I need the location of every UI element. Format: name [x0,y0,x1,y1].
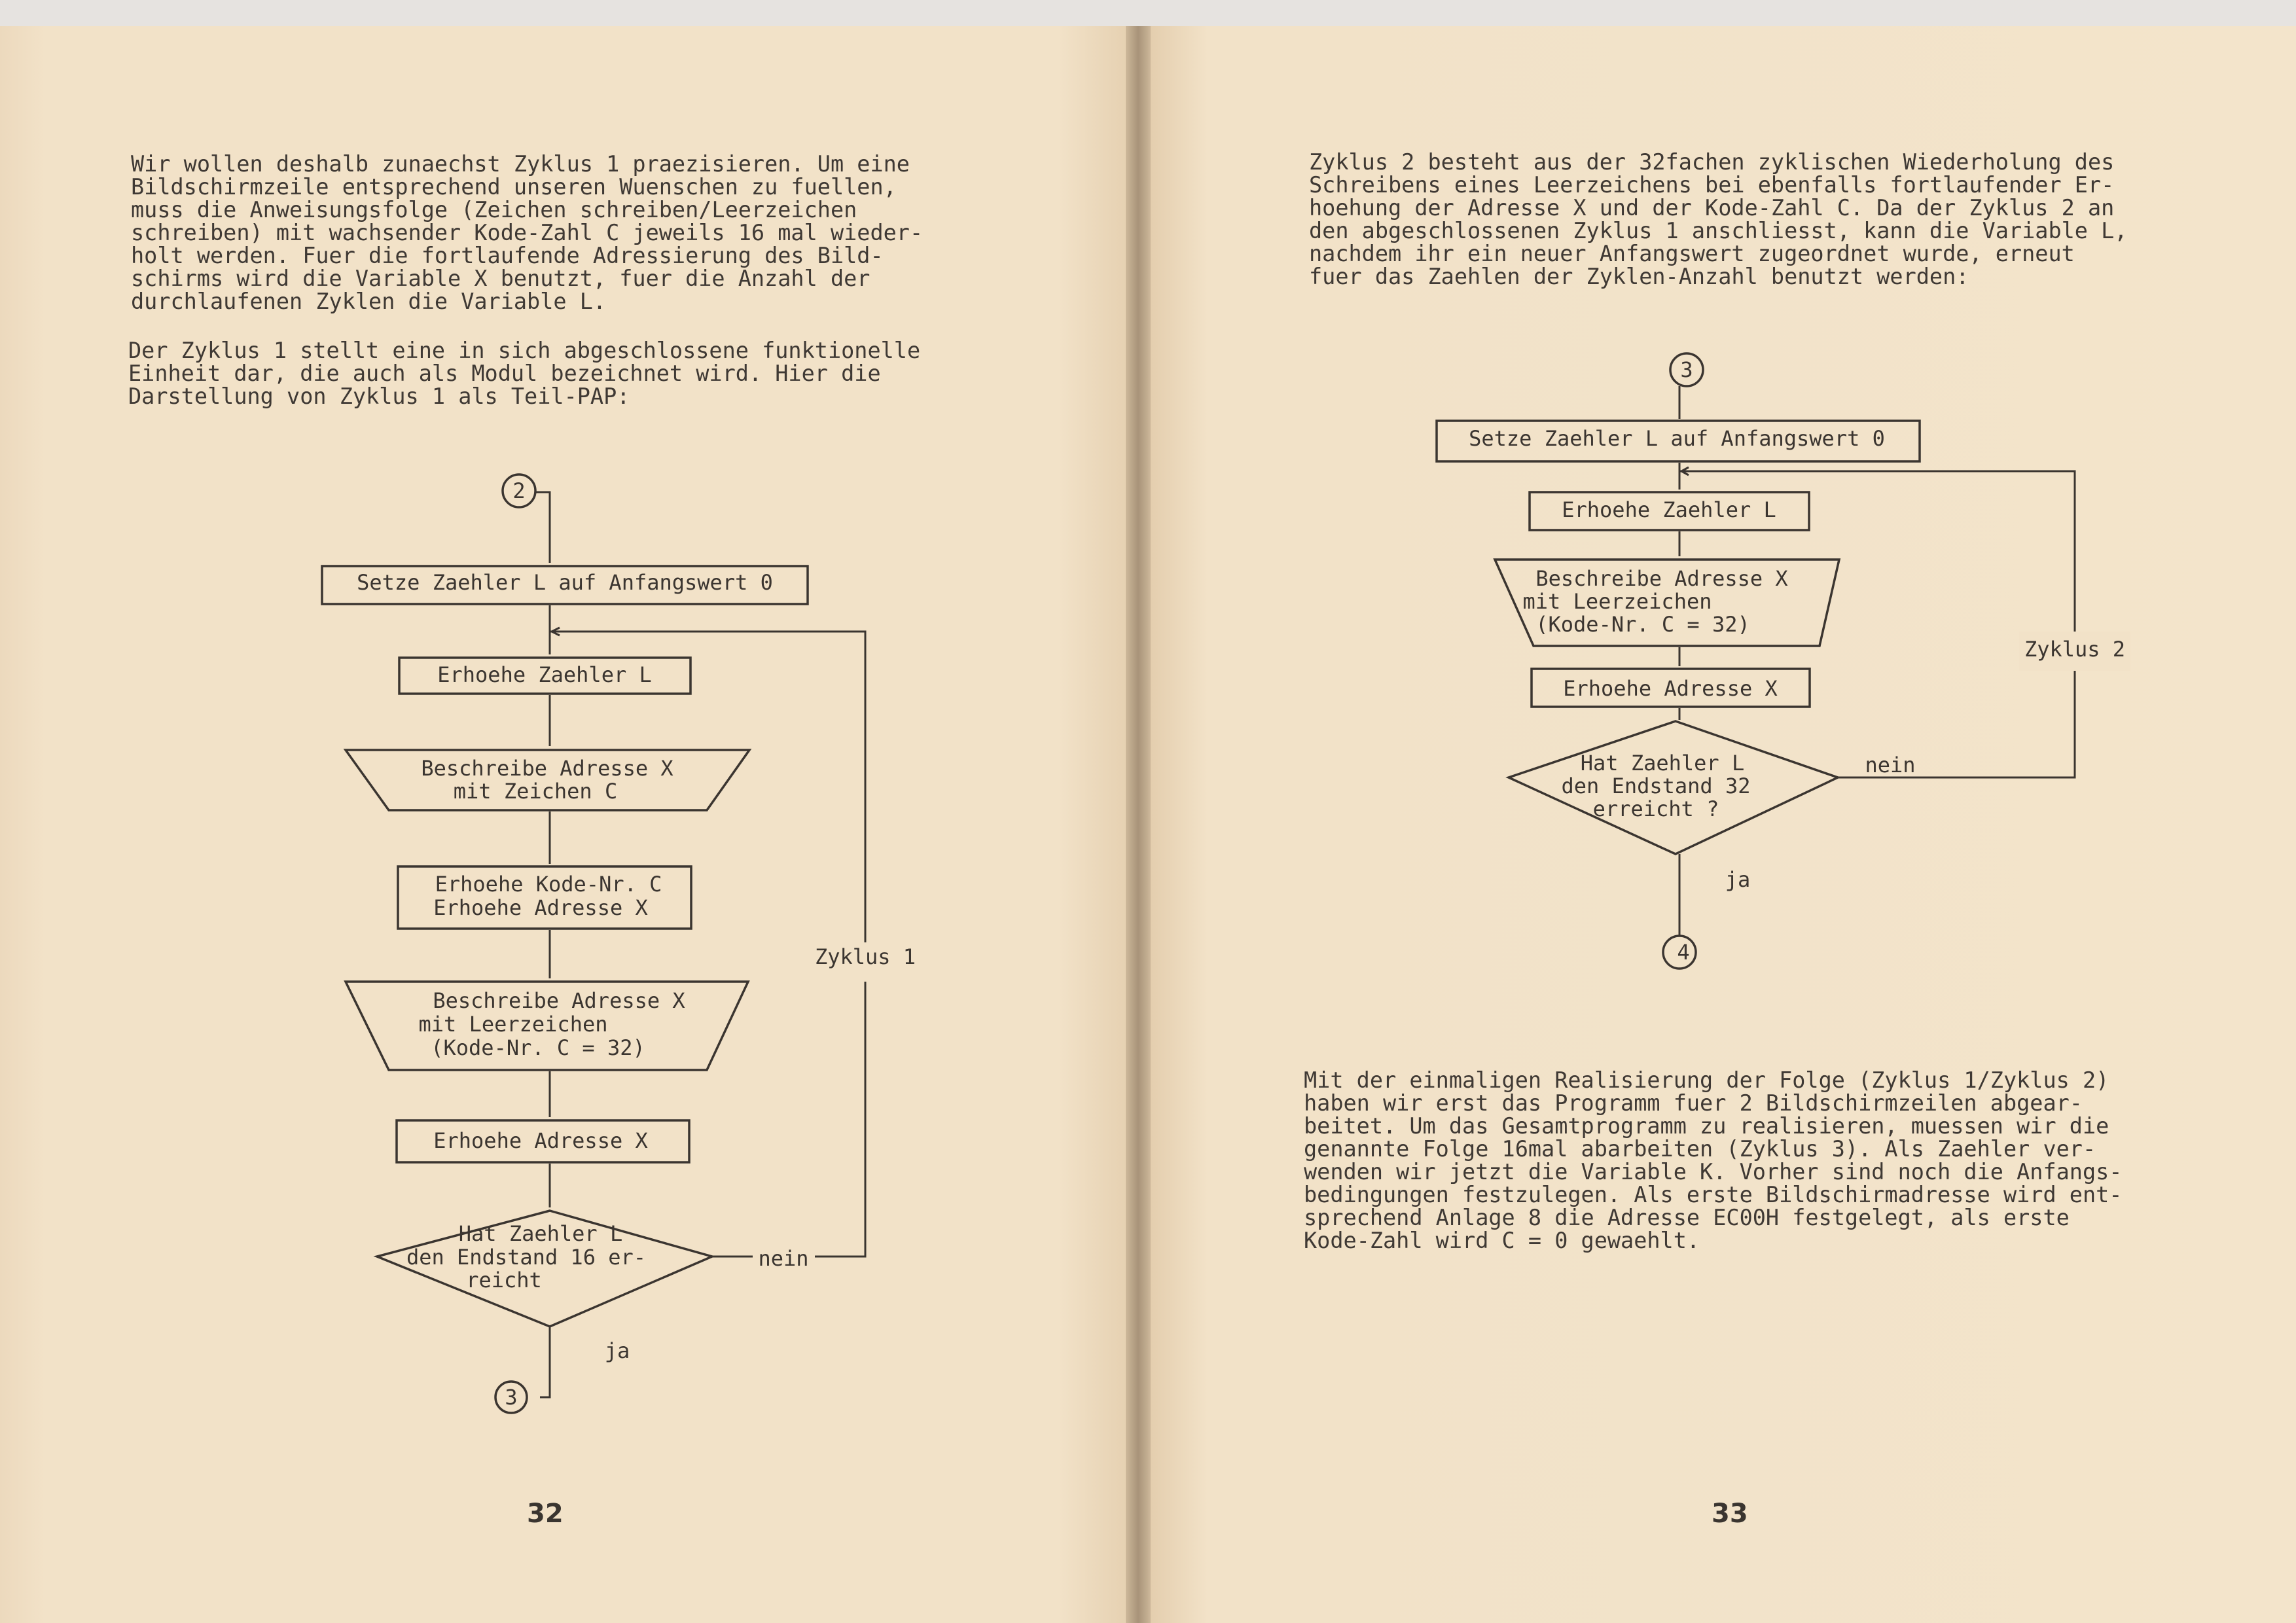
text-line: holt werden. Fuer die fortlaufende Adressierung des Bild- [131,243,884,268]
svg-text:(Kode-Nr. C = 32): (Kode-Nr. C = 32) [431,1035,645,1060]
text-line: Schreibens eines Leerzeichens bei ebenfalls fortlaufender Er- [1309,172,2115,198]
svg-text:3: 3 [505,1385,518,1410]
write-space-box [1495,560,1839,646]
svg-text:Erhoehe Zaehler L: Erhoehe Zaehler L [437,662,652,687]
decision-diamond [1509,721,1838,854]
svg-text:mit Leerzeichen: mit Leerzeichen [1522,589,1712,614]
yes-label: ja [604,1338,630,1363]
text-line: Einheit dar, die auch als Modul bezeichnet wird. Hier die [128,361,881,386]
text-line: schirms wird die Variable X benutzt, fuer die Anzahl der [131,266,870,291]
text-line: hoehung der Adresse X und der Kode-Zahl C. Da der Zyklus 2 an [1309,195,2115,221]
svg-text:Setze Zaehler L auf Anfangswer: Setze Zaehler L auf Anfangswert 0 [1469,426,1885,451]
increment-address-box [1532,669,1810,707]
svg-text:4: 4 [1677,940,1690,965]
text-line: durchlaufenen Zyklen die Variable L. [131,289,607,314]
text-line: beitet. Um das Gesamtprogramm zu realisieren, muessen wir die [1304,1113,2109,1139]
no-label: nein [758,1246,809,1271]
text-line: genannte Folge 16mal abarbeiten (Zyklus 3). Als Zaehler ver- [1304,1136,2096,1162]
text-line: muss die Anweisungsfolge (Zeichen schreiben/Leerzeichen [131,197,857,223]
svg-text:mit Zeichen C: mit Zeichen C [453,779,618,804]
text-line: haben wir erst das Programm fuer 2 Bildschirmzeilen abgear- [1304,1090,2083,1116]
svg-text:Erhoehe Zaehler L: Erhoehe Zaehler L [1562,497,1776,522]
text-line: Kode-Zahl wird C = 0 gewaehlt. [1304,1228,1700,1253]
loop-label: Zyklus 1 [814,944,916,969]
increment-counter-box [1530,492,1809,530]
svg-text:Beschreibe Adresse X: Beschreibe Adresse X [433,988,685,1013]
text-line: den abgeschlossenen Zyklus 1 anschliesst, kann die Variable L, [1309,218,2128,243]
svg-text:Beschreibe Adresse X: Beschreibe Adresse X [1535,566,1788,591]
text-line: Bildschirmzeile entsprechend unseren Wuenschen zu fuellen, [131,174,897,200]
exit-connector [1663,936,1696,969]
svg-text:Beschreibe Adresse X: Beschreibe Adresse X [421,756,673,781]
page-number: 32 [527,1499,564,1529]
text-line: schreiben) mit wachsender Kode-Zahl C jeweils 16 mal wieder- [131,220,924,245]
svg-text:mit Leerzeichen: mit Leerzeichen [418,1012,608,1037]
svg-text:den Endstand 32: den Endstand 32 [1561,774,1751,798]
svg-text:den Endstand 16 er-: den Endstand 16 er- [406,1245,647,1270]
text-line: Mit der einmaligen Realisierung der Folge (Zyklus 1/Zyklus 2) [1304,1067,2109,1093]
text-line: Wir wollen deshalb zunaechst Zyklus 1 praezisieren. Um eine [131,151,910,177]
svg-text:Hat Zaehler L: Hat Zaehler L [458,1221,623,1246]
svg-text:Erhoehe Kode-Nr. C: Erhoehe Kode-Nr. C [435,872,662,897]
text-line: nachdem ihr ein neuer Anfangswert zugeordnet wurde, erneut [1309,241,2075,266]
svg-text:(Kode-Nr. C = 32): (Kode-Nr. C = 32) [1535,612,1750,637]
entry-connector [1670,353,1703,386]
svg-text:3: 3 [1680,357,1693,382]
text-line: sprechend Anlage 8 die Adresse EC00H festgelegt, als erste [1304,1205,2070,1230]
text-line: Darstellung von Zyklus 1 als Teil-PAP: [128,383,630,409]
svg-text:erreicht ?: erreicht ? [1592,796,1719,821]
svg-text:Hat Zaehler L: Hat Zaehler L [1580,751,1745,776]
text-line: fuer das Zaehlen der Zyklen-Anzahl benutzt werden: [1309,264,1969,289]
text-line: Der Zyklus 1 stellt eine in sich abgeschlossene funktionelle [128,338,921,363]
svg-text:Setze Zaehler L auf Anfangswer: Setze Zaehler L auf Anfangswert 0 [357,570,773,595]
svg-text:2: 2 [512,478,526,503]
svg-text:Erhoehe Adresse X: Erhoehe Adresse X [433,1128,648,1153]
page-number: 33 [1712,1499,1748,1529]
svg-text:Erhoehe Adresse X: Erhoehe Adresse X [1563,676,1778,701]
loop-label: Zyklus 2 [2024,637,2126,662]
svg-text:reicht: reicht [466,1268,542,1293]
svg-text:Erhoehe Adresse X: Erhoehe Adresse X [433,895,648,920]
yes-label: ja [1725,867,1751,892]
init-box [1437,421,1920,461]
text-line: bedingungen festzulegen. Als erste Bildschirmadresse wird ent- [1304,1182,2123,1207]
text-line: wenden wir jetzt die Variable K. Vorher sind noch die Anfangs- [1304,1159,2123,1185]
text-line: Zyklus 2 besteht aus der 32fachen zyklischen Wiederholung des [1309,149,2115,175]
no-label: nein [1865,753,1916,777]
